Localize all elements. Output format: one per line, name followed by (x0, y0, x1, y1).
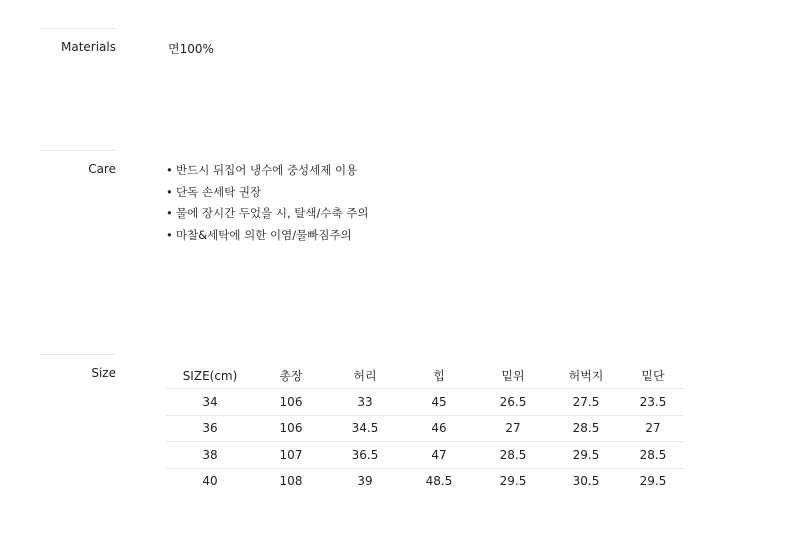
size-cell: 27 (622, 415, 684, 442)
size-cell: 29.5 (499, 474, 527, 489)
size-cell: 106 (254, 389, 328, 416)
size-cell: 39 (357, 474, 373, 489)
size-cell: 40 (202, 474, 218, 489)
size-cell: 34 (166, 389, 254, 416)
size-cell: 45 (402, 389, 476, 416)
care-item (166, 203, 368, 225)
size-cell: 29.5 (639, 474, 667, 489)
size-header-cell: 총장 (254, 363, 328, 389)
materials-label: Materials (60, 40, 116, 54)
size-cell: 36 (166, 415, 254, 442)
size-cell: 30.5 (572, 474, 600, 489)
size-cell: 33 (328, 389, 402, 416)
care-item-text: 반드시 뒤집어 냉수에 중성세제 이용 (176, 163, 358, 177)
bullet-icon: • (166, 227, 173, 242)
size-cell: 46 (402, 415, 476, 442)
table-row (166, 468, 684, 494)
size-cell: 28.5 (622, 442, 684, 469)
table-row (166, 415, 684, 442)
size-label: Size (91, 366, 116, 380)
care-list (166, 160, 368, 246)
size-divider (40, 354, 116, 355)
materials-value: 면100% (168, 42, 214, 56)
size-header-cell: 밑위 (476, 363, 550, 389)
bullet-icon: • (166, 163, 173, 177)
care-item-text: 물에 장시간 두었을 시, 탈색/수축 주의 (176, 206, 369, 220)
materials-divider (40, 28, 116, 29)
size-table (166, 363, 684, 494)
care-item-text: 마찰&세탁에 의한 이염/물빠짐주의 (176, 227, 352, 242)
size-header-cell: 허벅지 (550, 363, 622, 389)
size-header-cell: SIZE(cm) (166, 363, 254, 389)
size-cell: 106 (254, 415, 328, 442)
size-cell: 34.5 (328, 415, 402, 442)
bullet-icon: • (166, 184, 173, 199)
size-cell: 23.5 (622, 389, 684, 416)
care-divider (40, 150, 116, 151)
table-row (166, 389, 684, 416)
care-item (166, 160, 368, 182)
care-item-text: 단독 손세탁 권장 (176, 184, 262, 199)
size-header-cell: 밑단 (622, 363, 684, 389)
size-cell: 36.5 (328, 442, 402, 469)
size-cell: 48.5 (425, 474, 453, 489)
size-cell: 47 (402, 442, 476, 469)
size-cell: 29.5 (550, 442, 622, 469)
size-cell: 28.5 (476, 442, 550, 469)
size-header-cell: 허리 (328, 363, 402, 389)
size-cell: 107 (254, 442, 328, 469)
size-cell: 27 (476, 415, 550, 442)
size-cell: 27.5 (550, 389, 622, 416)
size-table-header-row (166, 363, 684, 389)
table-row (166, 442, 684, 469)
size-cell: 28.5 (550, 415, 622, 442)
bullet-icon: • (166, 206, 173, 220)
size-header-cell: 힙 (402, 363, 476, 389)
size-cell: 26.5 (476, 389, 550, 416)
size-cell: 108 (279, 474, 303, 489)
care-item (166, 225, 368, 247)
size-cell: 38 (166, 442, 254, 469)
care-label: Care (88, 162, 116, 176)
care-item (166, 182, 368, 204)
